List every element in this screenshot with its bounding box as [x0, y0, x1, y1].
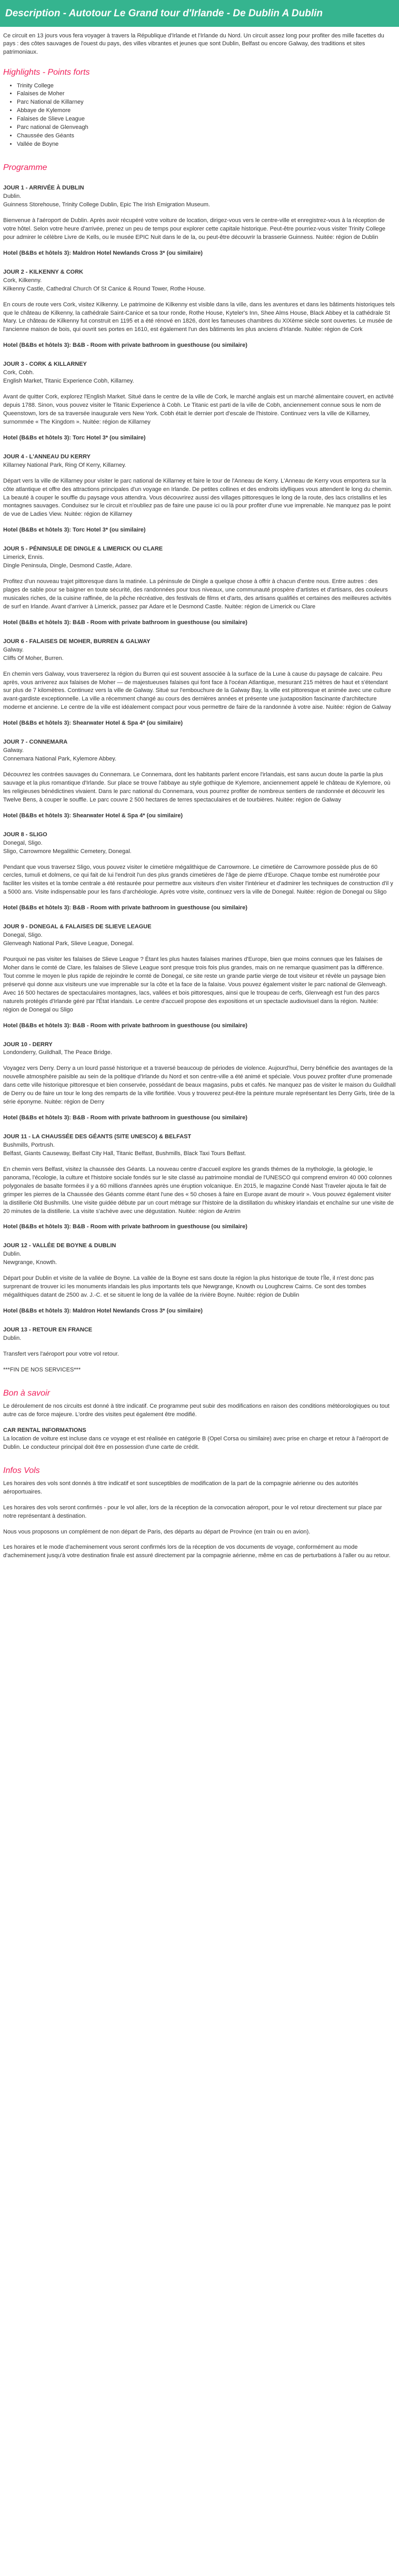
day-accommodation: Hotel (B&Bs et hôtels 3): Maldron Hotel Newlands Cross 3* (ou similaire): [3, 249, 203, 256]
day-title: JOUR 12 - VALLÉE DE BOYNE & DUBLIN: [3, 1242, 116, 1249]
day-places: Londonderry, Guildhall, The Peace Bridge.: [3, 1049, 112, 1056]
bon-a-savoir-title: Bon à savoir: [3, 1388, 50, 1398]
programme-day: [3, 738, 396, 820]
day-places: Bushmills, Portrush.: [3, 1141, 55, 1148]
programme-days: [3, 184, 396, 1359]
day-places: Cork, Cobh.: [3, 369, 34, 376]
day-sights: Cliffs Of Moher, Burren.: [3, 655, 64, 661]
day-description: Pourquoi ne pas visiter les falaises de Slieve League ? Étant les plus hautes falaises marines d'Europe, bien que moins connues que les falaises de Moher dans le comté de Clare, les falaises de Slieve League sont presque trois fois plus grandes, mais on ne remarque quasiment pas la différence. Tout comme le moyen le plus rapide de rejoindre le comté de Donegal, ce site reste un grande partie vierge de tout visiteur et révèle un paysage bien préservé qui donne aux visiteurs une vue imprenable sur la côte et la face de la falaise. Vous pouvez également visiter le parc national de Glenveagh. Avec 16 500 hectares de spectaculaires montagnes, lacs, vallées et bois pittoresques, ainsi que le troupeau de cerfs, Glenveagh est l'un des parcs naturels protégés d'Irlande géré par l'État irlandais. Le centre d'accueil propose des expositions et un spectacle audiovisuel dans la région. Nuitée: région de Donegal ou Sligo: [3, 956, 387, 1013]
day-places: Cork, Kilkenny.: [3, 277, 42, 284]
day-description: Profitez d'un nouveau trajet pittoresque dans la matinée. La péninsule de Dingle a quelque chose à offrir à chacun d'entre nous. Entre autres : des plages de sable pour se baigner en toute sécurité, des randonnées pour tous niveaux, une communauté prospère d'artistes et d'artisans, des couleurs musicales riches, de la cuisine raffinée, de la pêche récréative, des festivals de films et d'arts, des artisans qualifiés et certaines des meilleures activités de surf en Irlande. Avant d'arriver à Limerick, passez par Adare et le Desmond Castle. Nuitée: région de Limerick ou Clare: [3, 578, 392, 610]
day-places: Donegal, Sligo.: [3, 932, 43, 939]
content: [0, 27, 399, 1573]
day-sights: Connemara National Park, Kylemore Abbey.: [3, 756, 117, 763]
highlight-item: • Vallée de Boyne: [17, 141, 396, 149]
programme-day: [3, 184, 396, 258]
day-accommodation: Hotel (B&Bs et hôtels 3): B&B - Room with private bathroom in guesthouse (ou similaire): [3, 619, 247, 626]
car-rental-text: La location de voiture est incluse dans ce voyage et est réalisée en catégorie B (Opel Corsa ou similaire) avec prise en charge et retour à l'aéroport de Dublin. Le conducteur principal doit être en possession d'une carte de crédit.: [3, 1435, 389, 1450]
day-places: Dublin.: [3, 193, 22, 200]
day-places: Limerick, Ennis.: [3, 554, 44, 561]
day-sights: Sligo, Carrowmore Megalithic Cemetery, Donegal.: [3, 848, 132, 855]
programme-day: [3, 1326, 396, 1359]
day-places: Killarney National Park, Ring Of Kerry, Killarney.: [3, 462, 126, 468]
day-title: JOUR 1 - ARRIVÉE À DUBLIN: [3, 185, 84, 192]
programme-day: [3, 1133, 396, 1231]
bon-a-savoir-text: Le déroulement de nos circuits est donné à titre indicatif. Ce programme peut subir des modifications en raison des conditions météorologiques ou tout autre cas de force majeure. L'ordre des visites peut également être modifié.: [3, 1402, 390, 1418]
infos-vols-item: Nous vous proposons un complément de non départ de Paris, des départs au départ de Province (en train ou en avion).: [3, 1528, 311, 1535]
day-accommodation: Hotel (B&Bs et hôtels 3): Torc Hotel 3* (ou similaire): [3, 527, 146, 534]
day-description: Avant de quitter Cork, explorez l'English Market. Situé dans le centre de la ville de Cork, le marché anglais est un marché alimentaire couvert, en activité depuis 1788. Sinon, vous pouvez visiter le Titanic Experience à Cobh. Le Titanic est parti de la ville de Cobh, anciennement connue sous le nom de Queenstown, lors de sa traversée inaugurale vers New York. Cobh était le dernier port d'escale de l'histoire. Continuez vers la ville de Killarney, surnommée « The Kingdom ». Nuitée: région de Killarney: [3, 394, 394, 425]
day-description: Départ vers la ville de Killarney pour visiter le parc national de Killarney et faire le tour de l'Anneau de Kerry. L'Anneau de Kerry vous emportera sur la côte atlantique et offre des attractions principales d'un voyage en Irlande. De petites collines et des endroits idylliques vous attendent le long du chemin. La beauté à couper le souffle du paysage vous attendra. Vous découvrirez aussi des villages pittoresques le long de la route, des lacs cristallins et les montagnes sauvages. Conduisez sur le circuit et n'oubliez pas de faire une pause ici ou là pour profiter d'une vue imprenable. Ne manquez pas le point de vue de Ladies View. Nuitée: région de Killarney: [3, 477, 393, 518]
day-places: Dublin.: [3, 1335, 22, 1341]
day-sights: Guinness Storehouse, Trinity College Dublin, Epic The Irish Emigration Museum.: [3, 202, 210, 208]
infos-vols-title: Infos Vols: [3, 1466, 40, 1475]
day-accommodation: Hotel (B&Bs et hôtels 3): Maldron Hotel Newlands Cross 3* (ou similaire): [3, 1308, 203, 1315]
day-places: Donegal, Sligo.: [3, 839, 43, 846]
day-accommodation: Hotel (B&Bs et hôtels 3): B&B - Room with private bathroom in guesthouse (ou similaire): [3, 342, 247, 349]
day-description: En cours de route vers Cork, visitez Kilkenny. Le patrimoine de Kilkenny est visible dans la ville, dans les aventures et dans les bâtiments historiques tels que le château de Kilkenny, la cathédrale Saint-Canice et sa tour ronde, Rothe House, Kyteler's Inn, Shee Alms House, Black Abbey et la cathédrale St Mary. Le château de Kilkenny fut construit en 1195 et a été rénové en 1826, dont les fameuses chambres du XIXème siècle sont ouvertes. Le musée de l'ancienne maison de bois, qui ouvrit ses portes en 1610, est également l'un des bâtiments les plus anciens d'Irlande. Nuitée: région de Cork: [3, 301, 395, 333]
day-title: JOUR 10 - DERRY: [3, 1041, 53, 1048]
programme-day: [3, 1242, 396, 1316]
infos-vols-item: Les horaires des vols seront confirmés - pour le vol aller, lors de la réception de la convocation aéroport, pour le vol retour directement sur place par notre représentant à destination.: [3, 1504, 382, 1519]
programme-day: [3, 1041, 396, 1123]
programme-title: Programme: [3, 163, 47, 173]
day-sights: Glenveagh National Park, Slieve League, Donegal.: [3, 940, 134, 947]
day-description: Départ pour Dublin et visite de la vallée de Boyne. La vallée de la Boyne est sans doute la région la plus historique de toute l'Île, il n'est donc pas surprenant de trouver ici les monuments irlandais les plus importants tels que Newgrange, Knowth ou Loughcrew Cairns. Ce sont des tombes mégalithiques datant de 2500 av. J.-C. et se situent le long de la vallée de la rivière Boyne. Nuitée: région de Dublin: [3, 1275, 374, 1299]
day-description: En chemin vers Galway, vous traverserez la région du Burren qui est souvent associée à la surface de la Lune à cause du paysage de calcaire. Peu après, vous arriverez aux falaises de Moher — de majestueuses falaises qui font face à l'océan Atlantique, mesurant 215 mètres de haut et s'étendant sur plus de 7 kilomètres. Continuez vers la ville de Galway. Situé sur l'embouchure de la Galway Bay, la ville est pittoresque et animée avec une culture avant-gardiste exceptionnelle. La ville a récemment changé au cours des dernières années et présente une juxtaposition fascinante d'architecture moderne et ancienne. Le centre de la ville est idéalement compact pour vous permettre de faire de la randonnée à votre aise. Nuitée: région de Galway: [3, 670, 391, 711]
day-places: Galway.: [3, 747, 24, 754]
day-accommodation: Hotel (B&Bs et hôtels 3): B&B - Room with private bathroom in guesthouse (ou similaire): [3, 905, 247, 911]
page-banner: Description - Autotour Le Grand tour d'Irlande - De Dublin A Dublin: [0, 0, 399, 27]
highlight-item: • Chaussée des Géants: [17, 132, 396, 141]
day-title: JOUR 3 - CORK & KILLARNEY: [3, 361, 87, 368]
day-accommodation: Hotel (B&Bs et hôtels 3): Shearwater Hotel & Spa 4* (ou similaire): [3, 720, 183, 727]
highlight-item: • Abbaye de Kylemore: [17, 107, 396, 115]
day-title: JOUR 13 - RETOUR EN FRANCE: [3, 1326, 93, 1333]
intro-text: Ce circuit en 13 jours vous fera voyager à travers la République d'Irlande et l'Irlande du Nord. Un circuit assez long pour profiter des mille facettes du pays : des côtes sauvages de l'ouest du pays, des villes vibrantes et jeunes que sont Dublin, Belfast ou encore Galway, des traditions et sites patrimoniaux.: [3, 32, 384, 56]
highlight-item: • Parc national de Glenveagh: [17, 124, 396, 132]
day-description: Découvrez les contrées sauvages du Connemara. Le Connemara, dont les habitants parlent encore l'irlandais, est sans aucun doute la partie la plus sauvage et la plus romantique d'Irlande. Sur place se trouve l'abbaye au style gothique de Kylemore, anciennement appelé le château de Kylemore, où les religieuses bénédictines vivaient. Dans le parc national du Connemara, vous pourrez profiter de nombreux sentiers de randonnée et découvrir les Twelve Bens, à couper le souffle. Le parc couvre 2 500 hectares de terres spectaculaires et de tourbières. Nuitée: région de Galway: [3, 771, 391, 803]
day-accommodation: Hotel (B&Bs et hôtels 3): B&B - Room with private bathroom in guesthouse (ou similaire): [3, 1022, 247, 1029]
day-accommodation: Hotel (B&Bs et hôtels 3): B&B - Room with private bathroom in guesthouse (ou similaire): [3, 1224, 247, 1230]
day-title: JOUR 9 - DONEGAL & FALAISES DE SLIEVE LEAGUE: [3, 924, 152, 930]
day-title: JOUR 6 - FALAISES DE MOHER, BURREN & GALWAY: [3, 638, 151, 645]
programme-day: [3, 360, 396, 443]
day-sights: Kilkenny Castle, Cathedral Church Of St Canice & Round Tower, Rothe House.: [3, 285, 206, 292]
programme-day: [3, 923, 396, 1030]
day-places: Galway.: [3, 646, 24, 653]
car-rental-title: CAR RENTAL INFORMATIONS: [3, 1427, 86, 1434]
programme-day: [3, 638, 396, 728]
highlight-item: • Falaises de Slieve League: [17, 115, 396, 124]
programme-day: [3, 831, 396, 913]
day-description: Pendant que vous traversez Sligo, vous pouvez visiter le cimetière mégalithique de Carrowmore. Le cimetière de Carrowmore possède plus de 60 cercles, tumuli et dolmens, ce qui fait de lui l'endroit l'un des plus grands cimetières de l'âge de pierre d'Europe. Chaque tombe est numérotée pour faciliter les visites et la tombe centrale a été restaurée pour permettre aux visiteurs d'en visiter l'intérieur et d'admirer les techniques de construction d'il y a 5000 ans. Visite indispensable pour les fans d'archéologie. Après votre visite, continuez vers la ville de Donegal. Nuitée: région de Donegal ou Sligo: [3, 864, 393, 896]
day-description: En chemin vers Belfast, visitez la chaussée des Géants. La nouveau centre d'accueil explore les grands thèmes de la mythologie, la géologie, le panorama, l'écologie, la culture et l'histoire sociale fondés sur le site classé au patrimoine mondial de l'UNESCO qui comprend environ 40 000 colonnes polygonales de basalte formées il y a 60 millions d'années après une éruption volcanique. En 2015, le magazine Condé Nast Traveler ajouta le fait de grimper les pierres de la Chaussée des Géants comme étant l'une des « 50 choses à faire en Europe avant de mourir ». Vous pouvez également visiter la distillerie Old Bushmills. Une visite guidée débute par un court métrage sur l'histoire de la distillation du whiskey irlandais et enchaîne sur une visite de 20 minutes de la distillerie. La visite s'achève avec une dégustation. Nuitée: région de Antrim: [3, 1166, 394, 1215]
day-description: Voyagez vers Derry. Derry a un lourd passé historique et a traversé beaucoup de périodes de violence. Aujourd'hui, Derry bénéficie des avantages de la nouvelle atmosphère paisible au sein de la politique d'Irlande du Nord et son centre-ville a été animé et spéciale. Vous pouvez profiter d'une promenade dans cette ville historique pittoresque et bien conservée, possédant de beaux magasins, pubs et cafés. Ne manquez pas de visiter le maison du Guildhall de Derry ou de faire un tour le long des remparts de la ville fortifiée. Vous y trouverez peut-être la peinture murale représentant les Derry Girls, tirée de la série éponyme. Nuitée: région de Derry: [3, 1065, 396, 1106]
programme-day: [3, 545, 396, 627]
day-title: JOUR 8 - SLIGO: [3, 831, 47, 838]
day-accommodation: Hotel (B&Bs et hôtels 3): B&B - Room with private bathroom in guesthouse (ou similaire): [3, 1115, 247, 1121]
highlight-item: • Falaises de Moher: [17, 90, 396, 98]
day-title: JOUR 4 - L'ANNEAU DU KERRY: [3, 453, 91, 460]
end-note: ***FIN DE NOS SERVICES***: [3, 1366, 81, 1373]
highlights-list: [3, 82, 396, 149]
day-description: Bienvenue à l'aéroport de Dublin. Après avoir récupéré votre voiture de location, dirigez-vous vers le centre-ville et enregistrez-vous à la réception de votre hôtel. Selon votre heure d'arrivée, prenez un peu de temps pour explorer cette capitale historique. Peut-être pourriez-vous visiter Trinity College pour admirer le célèbre Livre de Kells, ou le musée EPIC Nuit dans le de la, ou peut-être découvrir la brasserie Guinness. Nuitée: région de Dublin: [3, 217, 386, 240]
day-sights: Belfast, Giants Causeway, Belfast City Hall, Titanic Belfast, Bushmills, Black Taxi Tours Belfast.: [3, 1150, 246, 1157]
day-title: JOUR 11 - LA CHAUSSÉE DES GÉANTS (SITE UNESCO) & BELFAST: [3, 1134, 192, 1140]
programme-day: [3, 453, 396, 535]
day-title: JOUR 2 - KILKENNY & CORK: [3, 268, 83, 275]
day-places: Dublin.: [3, 1251, 22, 1258]
day-title: JOUR 5 - PÉNINSULE DE DINGLE & LIMERICK OU CLARE: [3, 546, 163, 553]
programme-day: [3, 268, 396, 350]
infos-vols-item: Les horaires des vols sont donnés à titre indicatif et sont susceptibles de modification de la part de la compagnie aérienne ou des autorités aéroportuaires.: [3, 1480, 358, 1495]
day-title: JOUR 7 - CONNEMARA: [3, 739, 68, 746]
day-sights: Newgrange, Knowth.: [3, 1259, 57, 1266]
day-description: Transfert vers l'aéroport pour votre vol retour.: [3, 1350, 119, 1357]
infos-vols-item: Les horaires et le mode d'acheminement vous seront confirmés lors de la réception de vos documents de voyage, conformément au mode d'acheminement jusqu'à votre destination finale est assuré directement par la compagnie aérienne, même en cas de perturbations à l'aller ou au retour.: [3, 1544, 391, 1559]
highlight-item: • Parc National de Killarney: [17, 98, 396, 107]
highlights-title: Highlights - Points forts: [3, 68, 90, 77]
day-accommodation: Hotel (B&Bs et hôtels 3): Torc Hotel 3* (ou similaire): [3, 434, 146, 441]
highlight-item: • Trinity College: [17, 82, 396, 91]
day-accommodation: Hotel (B&Bs et hôtels 3): Shearwater Hotel & Spa 4* (ou similaire): [3, 812, 183, 819]
infos-vols-list: [3, 1480, 396, 1561]
day-sights: Dingle Peninsula, Dingle, Desmond Castle, Adare.: [3, 563, 133, 569]
day-sights: English Market, Titanic Experience Cobh, Killarney.: [3, 378, 134, 385]
